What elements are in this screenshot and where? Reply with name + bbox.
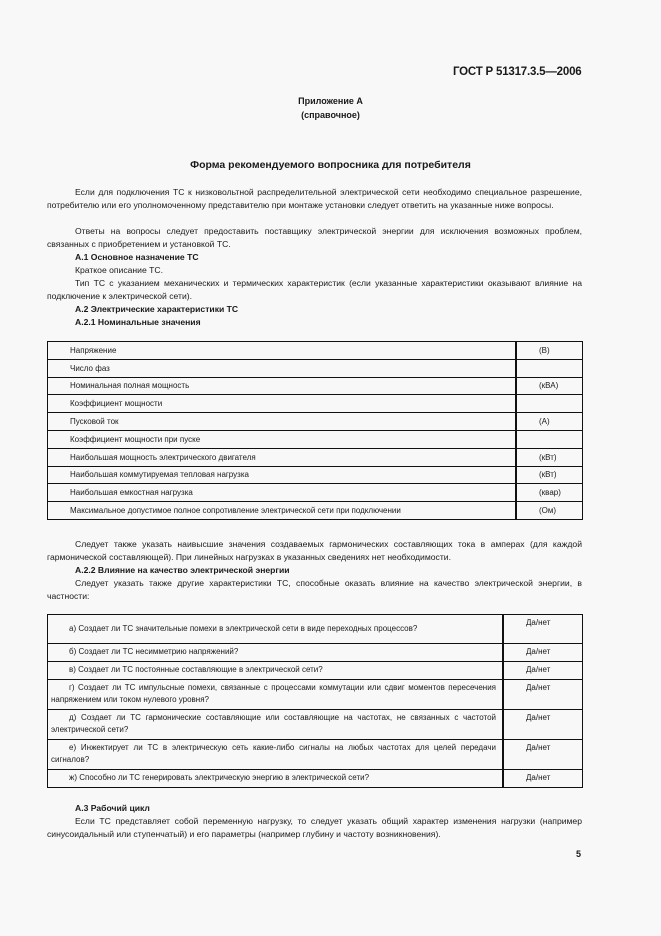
unit-cell: (кВт) [516, 466, 583, 484]
answer-cell: Да/нет [503, 679, 583, 709]
param-cell: Пусковой ток [48, 413, 517, 431]
unit-cell: (Ом) [516, 502, 583, 520]
question-cell: в) Создает ли ТС постоянные составляющие в электрической сети? [48, 662, 504, 680]
question-cell: е) Инжектирует ли ТС в электрическую сеть какие-либо сигналы на любых частотах для целей передачи сигналов? [48, 739, 504, 769]
param-cell: Наибольшая емкостная нагрузка [48, 484, 517, 502]
table-row [48, 662, 583, 680]
unit-cell: (кВт) [516, 448, 583, 466]
table-row [48, 644, 583, 662]
question-cell: а) Создает ли ТС значительные помехи в электрической сети в виде переходных процессов? [48, 615, 504, 644]
unit-cell: (кВА) [516, 377, 583, 395]
param-cell: Наибольшая коммутируемая тепловая нагрузка [48, 466, 517, 484]
appendix-type: (справочное) [301, 110, 360, 120]
param-cell: Напряжение [48, 342, 517, 360]
appendix-label: Приложение А [298, 96, 363, 106]
section-a1-paragraph-1: Краткое описание ТС. [75, 265, 163, 275]
answer-cell: Да/нет [503, 615, 583, 644]
unit-cell [516, 395, 583, 413]
table-row [48, 709, 583, 739]
intro-paragraph-2: Ответы на вопросы следует предоставить поставщику электрической энергии для исключения возможных проблем, связанных с приобретением и установкой ТС. [47, 226, 582, 249]
question-cell: д) Создает ли ТС гармонические составляющие или составляющие на частотах, не связанных с частотой электрической сети? [48, 709, 504, 739]
page-number: 5 [576, 849, 582, 859]
param-cell: Максимальное допустимое полное сопротивление электрической сети при подключении [48, 502, 517, 520]
intro-paragraph-1: Если для подключения ТС к низковольтной распределительной электрической сети необходимо специальное разрешение, потребителю или его уполномоченному представителю при монтаже установки следует ответить на указанные ниже вопросы. [47, 187, 582, 210]
section-a21-heading: А.2.1 Номинальные значения [75, 317, 201, 327]
param-cell: Коэффициент мощности [48, 395, 517, 413]
section-a1-heading: А.1 Основное назначение ТС [75, 252, 199, 262]
table-row [48, 359, 583, 377]
question-cell: ж) Способно ли ТС генерировать электрическую энергию в электрической сети? [48, 769, 504, 787]
unit-cell: (квар) [516, 484, 583, 502]
nominal-values-table [47, 341, 583, 520]
table-row [48, 448, 583, 466]
table-row [48, 484, 583, 502]
question-cell: б) Создает ли ТС несимметрию напряжений? [48, 644, 504, 662]
answer-cell: Да/нет [503, 709, 583, 739]
param-cell: Число фаз [48, 359, 517, 377]
unit-cell [516, 359, 583, 377]
param-cell: Наибольшая мощность электрического двигателя [48, 448, 517, 466]
standard-code: ГОСТ Р 51317.3.5—2006 [453, 66, 582, 78]
table-row [48, 739, 583, 769]
section-a22-heading: А.2.2 Влияние на качество электрической энергии [75, 565, 290, 575]
param-cell: Коэффициент мощности при пуске [48, 430, 517, 448]
unit-cell: (В) [516, 342, 583, 360]
section-a1-paragraph-2: Тип ТС с указанием механических и термических характеристик (если указанные характеристики оказывают влияние на подключение к электрической сети). [47, 278, 582, 301]
table-row [48, 430, 583, 448]
table-row [48, 679, 583, 709]
section-a3-paragraph: Если ТС представляет собой переменную нагрузку, то следует указать общий характер изменения нагрузки (например синусоидальный или ступенчатый) и его параметры (например глубину и частоту возникновения). [47, 816, 582, 839]
answer-cell: Да/нет [503, 662, 583, 680]
table-row [48, 413, 583, 431]
answer-cell: Да/нет [503, 644, 583, 662]
table-row [48, 769, 583, 787]
unit-cell: (А) [516, 413, 583, 431]
section-a3-heading: А.3 Рабочий цикл [75, 803, 150, 813]
param-cell: Номинальная полная мощность [48, 377, 517, 395]
question-cell: г) Создает ли ТС импульсные помехи, связанные с процессами коммутации или сдвиг моментов пересечения напряжением или током нулевого уровня? [48, 679, 504, 709]
answer-cell: Да/нет [503, 769, 583, 787]
table-row [48, 395, 583, 413]
table-row [48, 615, 583, 644]
answer-cell: Да/нет [503, 739, 583, 769]
page-title: Форма рекомендуемого вопросника для потребителя [190, 159, 471, 171]
table-row [48, 466, 583, 484]
unit-cell [516, 430, 583, 448]
table-row [48, 502, 583, 520]
section-a2-heading: А.2 Электрические характеристики ТС [75, 304, 239, 314]
harmonics-paragraph: Следует также указать наивысшие значения создаваемых гармонических составляющих тока в амперах (для каждой гармонической составляющей). При линейных нагрузках в указанных сведениях нет необходимости. [47, 539, 582, 562]
section-a22-paragraph: Следует указать также другие характеристики ТС, способные оказать влияние на качество электрической энергии, в частности: [47, 578, 582, 601]
table-row [48, 377, 583, 395]
power-quality-table [47, 614, 583, 788]
table-row [48, 342, 583, 360]
